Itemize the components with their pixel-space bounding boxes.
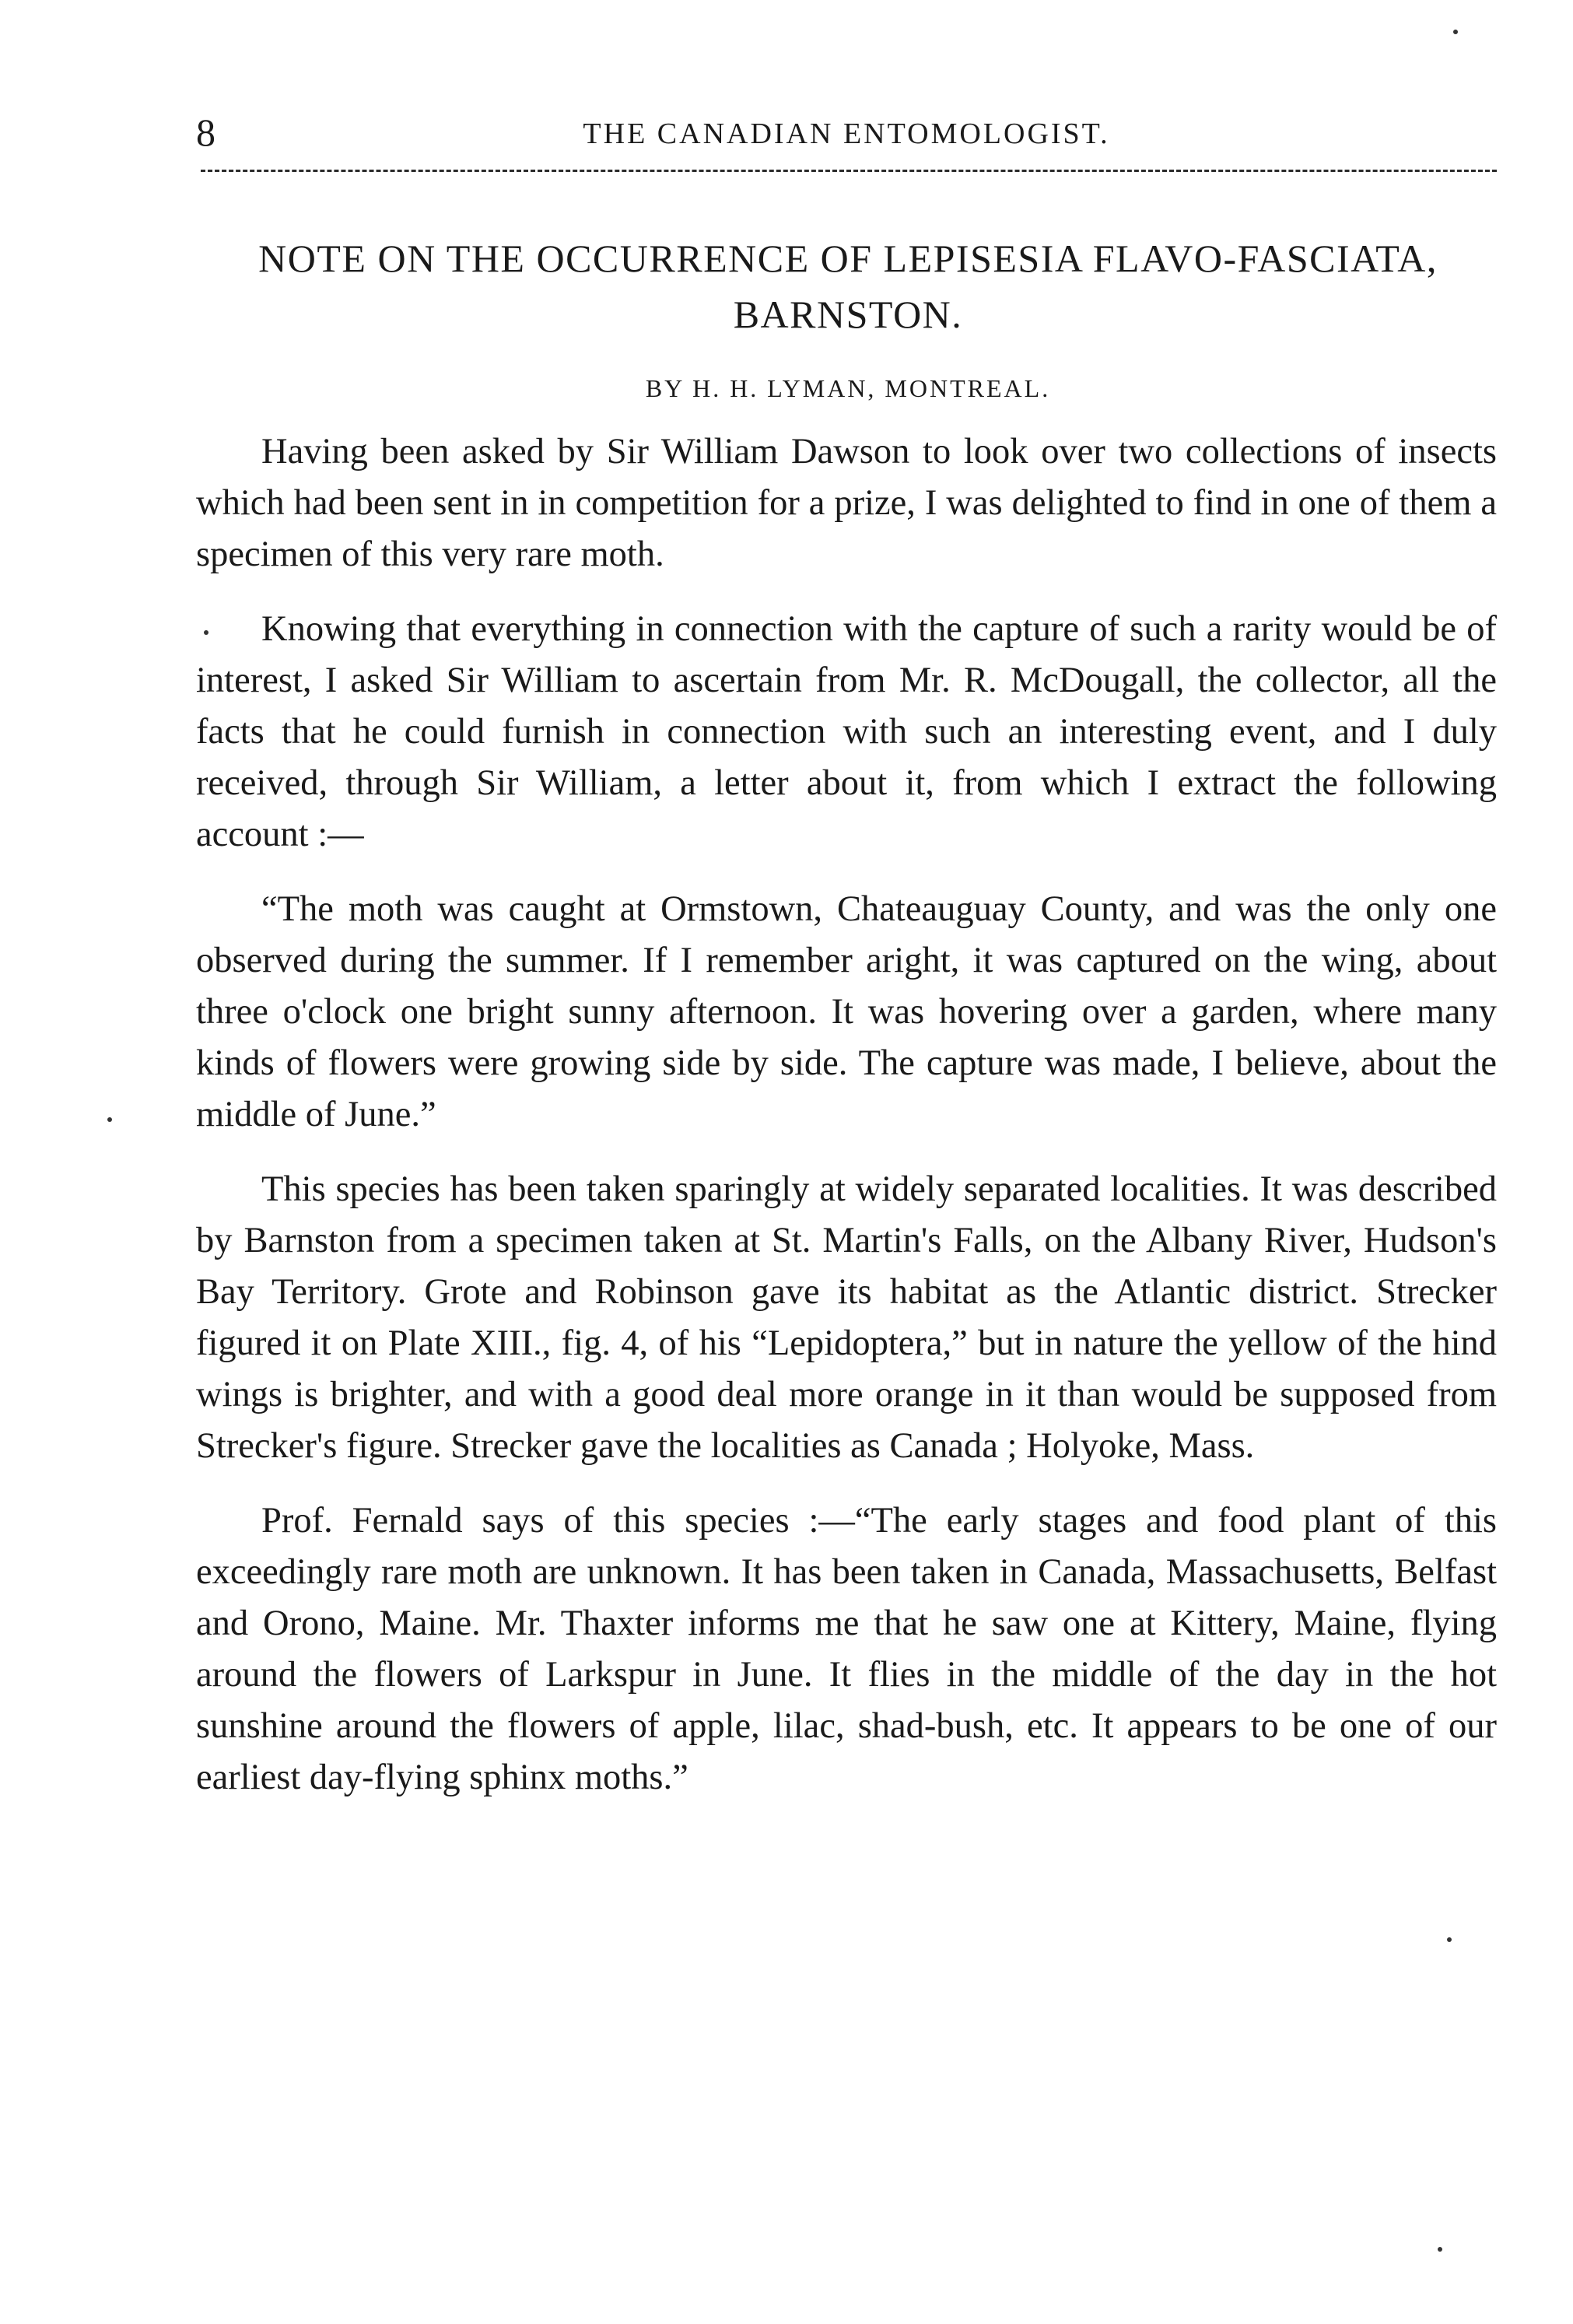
- paragraph: “The moth was caught at Ormstown, Chateauguay County, and was the only one observed during the summer. If I remember aright, it was captured on the wing, about three o'clock one bright sunny afternoon. It was hovering over a garden, where many kinds of flowers were growing side by side. The capture was made, I believe, about the middle of June.”: [196, 889, 1497, 1134]
- scan-speck: [1447, 1937, 1452, 1942]
- scan-speck: [1438, 2247, 1442, 2252]
- scan-speck: [1453, 30, 1458, 34]
- article-body: [196, 426, 1497, 1827]
- scan-speck: [204, 630, 208, 635]
- scan-speck: [107, 1117, 112, 1122]
- page-number: 8: [196, 110, 215, 154]
- article-title: NOTE ON THE OCCURRENCE OF LEPISESIA FLAVO-FASCIATA, BARNSTON.: [258, 237, 1438, 336]
- byline: BY H. H. LYMAN, MONTREAL.: [645, 374, 1051, 402]
- journal-title: THE CANADIAN ENTOMOLOGIST.: [583, 117, 1110, 150]
- paragraph: This species has been taken sparingly at widely separated localities. It was described by Barnston from a specimen taken at St. Martin's Falls, on the Albany River, Hudson's Bay Territory. Grote and Robinson gave its habitat as the Atlantic district. Strecker figured it on Plate XIII., fig. 4, of his “Lepidoptera,” but in nature the yellow of the hind wings is brighter, and with a good deal more orange in it than would be supposed from Strecker's figure. Strecker gave the localities as Canada ; Holyoke, Mass.: [196, 1169, 1497, 1466]
- header-rule: [201, 170, 1497, 172]
- paragraph: Prof. Fernald says of this species :—“The early stages and food plant of this exceedingly rare moth are unknown. It has been taken in Canada, Massachusetts, Belfast and Orono, Maine. Mr. Thaxter informs me that he saw one at Kittery, Maine, flying around the flowers of Larkspur in June. It flies in the middle of the day in the hot sunshine around the flowers of apple, lilac, shad-bush, etc. It appears to be one of our earliest day-flying sphinx moths.”: [196, 1501, 1497, 1797]
- paragraph: Knowing that everything in connection with the capture of such a rarity would be of interest, I asked Sir William to ascertain from Mr. R. McDougall, the collector, all the facts that he could furnish in connection with such an interesting event, and I duly received, through Sir William, a letter about it, from which I extract the following account :—: [196, 609, 1497, 854]
- paragraph: Having been asked by Sir William Dawson to look over two collections of insects which had been sent in in competition for a prize, I was delighted to find in one of them a specimen of this very rare moth.: [196, 432, 1497, 574]
- running-head: [196, 109, 1497, 163]
